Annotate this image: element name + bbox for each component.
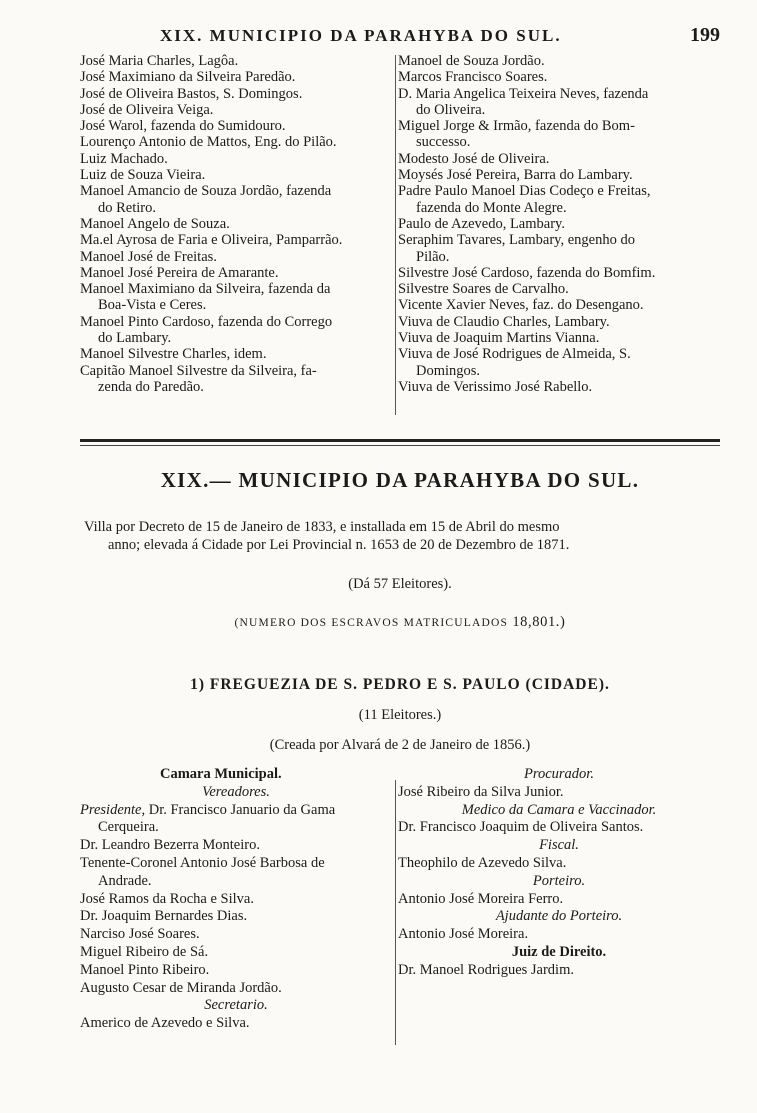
escravos-value: 18,801.): [512, 614, 566, 630]
porteiro-heading: Porteiro.: [532, 872, 586, 889]
list-item: Viuva de Claudio Charles, Lambary.: [398, 313, 610, 330]
list-item: José de Oliveira Veiga.: [80, 101, 214, 118]
escravos-label: (NUMERO DOS ESCRAVOS MATRICULADOS: [234, 617, 509, 629]
list-item: Americo de Azevedo e Silva.: [80, 1015, 250, 1032]
list-item: Dr. Manoel Rodrigues Jardim.: [398, 961, 574, 978]
list-item-continuation: do Lambary.: [98, 330, 172, 347]
list-item: Silvestre Soares de Carvalho.: [398, 281, 569, 298]
list-item-continuation: Domingos.: [416, 362, 481, 379]
vereadores-heading: Vereadores.: [202, 783, 270, 800]
procurador-heading: Procurador.: [524, 766, 594, 782]
list-item: Miguel Jorge & Irmão, fazenda do Bom-: [398, 118, 635, 135]
list-item: José Warol, fazenda do Sumidouro.: [80, 118, 286, 135]
list-item: Modesto José de Oliveira.: [398, 150, 550, 167]
list-item: José Ribeiro da Silva Junior.: [398, 783, 564, 800]
list-item: Manoel Maximiano da Silveira, fazenda da: [80, 281, 331, 298]
list-item: Augusto Cesar de Miranda Jordão.: [80, 979, 282, 996]
list-item: Manoel Angelo de Souza.: [80, 215, 230, 232]
presidente-name: Dr. Francisco Januario da Gama: [148, 801, 336, 818]
column-divider: [395, 55, 396, 415]
section-title: XIX.— MUNICIPIO DA PARAHYBA DO SUL.: [160, 468, 640, 492]
list-item: Lourenço Antonio de Mattos, Eng. do Pilão.: [80, 134, 337, 151]
list-item: Ma.el Ayrosa de Faria e Oliveira, Pamparrão.: [80, 232, 343, 249]
list-item-continuation: Cerqueira.: [98, 819, 159, 836]
list-item: Manoel José de Freitas.: [80, 248, 217, 265]
list-item: D. Maria Angelica Teixeira Neves, fazenda: [398, 85, 649, 102]
intro-line: Villa por Decreto de 15 de Janeiro de 1833, e installada em 15 de Abril do mesmo: [84, 519, 560, 535]
list-item: Tenente-Coronel Antonio José Barbosa de: [80, 854, 325, 871]
list-item: Viuva de José Rodrigues de Almeida, S.: [398, 346, 631, 363]
presidente-row: [80, 802, 392, 820]
medico-heading: Medico da Camara e Vaccinador.: [461, 801, 657, 818]
page-header: [160, 26, 720, 52]
list-item: Marcos Francisco Soares.: [398, 69, 548, 86]
juiz-heading: Juiz de Direito.: [511, 943, 607, 960]
section-divider-thin: [80, 445, 720, 446]
list-item-continuation: successo.: [416, 134, 471, 151]
list-item: Manoel José Pereira de Amarante.: [80, 264, 279, 281]
list-item-continuation: do Retiro.: [98, 199, 156, 216]
list-item: José de Oliveira Bastos, S. Domingos.: [80, 85, 303, 102]
list-item-continuation: zenda do Paredão.: [98, 378, 204, 395]
list-item: Capitão Manoel Silvestre da Silveira, fa-: [80, 362, 317, 379]
list-item: Narciso José Soares.: [80, 926, 200, 943]
list-item-continuation: fazenda do Monte Alegre.: [416, 199, 567, 216]
running-title: XIX. MUNICIPIO DA PARAHYBA DO SUL.: [160, 26, 562, 45]
list-item: José Maria Charles, Lagôa.: [80, 53, 239, 69]
freguezia-title: 1) FREGUEZIA DE S. PEDRO E S. PAULO (CIDADE).: [190, 676, 610, 693]
list-item-continuation: Pilão.: [416, 248, 450, 265]
list-item: Manoel Pinto Cardoso, fazenda do Corrego: [80, 313, 333, 330]
top-left-column: [80, 53, 392, 395]
list-item: José Ramos da Rocha e Silva.: [80, 890, 254, 907]
list-item: Miguel Ribeiro de Sá.: [80, 943, 209, 960]
list-item: Manoel de Souza Jordão.: [398, 53, 545, 69]
officials-column: [398, 766, 720, 980]
presidente-label: Presidente,: [80, 801, 146, 818]
list-item: Manoel Amancio de Souza Jordão, fazenda: [80, 183, 332, 200]
list-item: Vicente Xavier Neves, faz. do Desengano.: [398, 297, 644, 314]
section-divider-thick: [80, 439, 720, 442]
list-item: Viuva de Joaquim Martins Vianna.: [398, 330, 600, 347]
list-item: Padre Paulo Manoel Dias Codeço e Freitas,: [398, 183, 651, 200]
list-item: Antonio José Moreira.: [398, 926, 529, 943]
freguezia-creada: (Creada por Alvará de 2 de Janeiro de 1856.): [269, 737, 531, 753]
list-item: Viuva de Verissimo José Rabello.: [398, 378, 593, 395]
list-item: Moysés José Pereira, Barra do Lambary.: [398, 167, 633, 184]
freguezia-eleitores: (11 Eleitores.): [358, 707, 442, 723]
list-item-continuation: Andrade.: [98, 872, 152, 889]
intro-line: anno; elevada á Cidade por Lei Provincial n. 1653 de 20 de Dezembro de 1871.: [108, 537, 570, 553]
list-item-continuation: do Oliveira.: [416, 101, 486, 118]
list-item: Seraphim Tavares, Lambary, engenho do: [398, 232, 635, 249]
list-item: Dr. Francisco Joaquim de Oliveira Santos.: [398, 819, 644, 836]
eleitores-count: (Dá 57 Eleitores).: [348, 576, 452, 592]
list-item: Luiz de Souza Vieira.: [80, 167, 206, 184]
escravos-count: [80, 614, 720, 631]
list-item: Theophilo de Azevedo Silva.: [398, 854, 567, 871]
ajudante-heading: Ajudante do Porteiro.: [495, 908, 623, 925]
fiscal-heading: Fiscal.: [539, 837, 579, 854]
list-item: Silvestre José Cardoso, fazenda do Bomfim.: [398, 264, 656, 281]
list-item-continuation: Boa-Vista e Ceres.: [98, 297, 207, 314]
list-item: Manoel Silvestre Charles, idem.: [80, 346, 267, 363]
top-right-column: [398, 53, 720, 395]
secretario-heading: Secretario.: [204, 997, 268, 1014]
camara-heading: Camara Municipal.: [160, 766, 282, 782]
list-item: Antonio José Moreira Ferro.: [398, 890, 564, 907]
list-item: Luiz Machado.: [80, 150, 168, 167]
list-item: Dr. Joaquim Bernardes Dias.: [80, 908, 248, 925]
list-item: José Maximiano da Silveira Paredão.: [80, 69, 296, 86]
list-item: Dr. Leandro Bezerra Monteiro.: [80, 837, 260, 854]
column-divider: [395, 780, 396, 1045]
section-intro: [80, 518, 720, 554]
camara-column: [80, 766, 392, 1033]
list-item: Paulo de Azevedo, Lambary.: [398, 215, 565, 232]
list-item: Manoel Pinto Ribeiro.: [80, 961, 210, 978]
page-number: 199: [690, 24, 720, 46]
